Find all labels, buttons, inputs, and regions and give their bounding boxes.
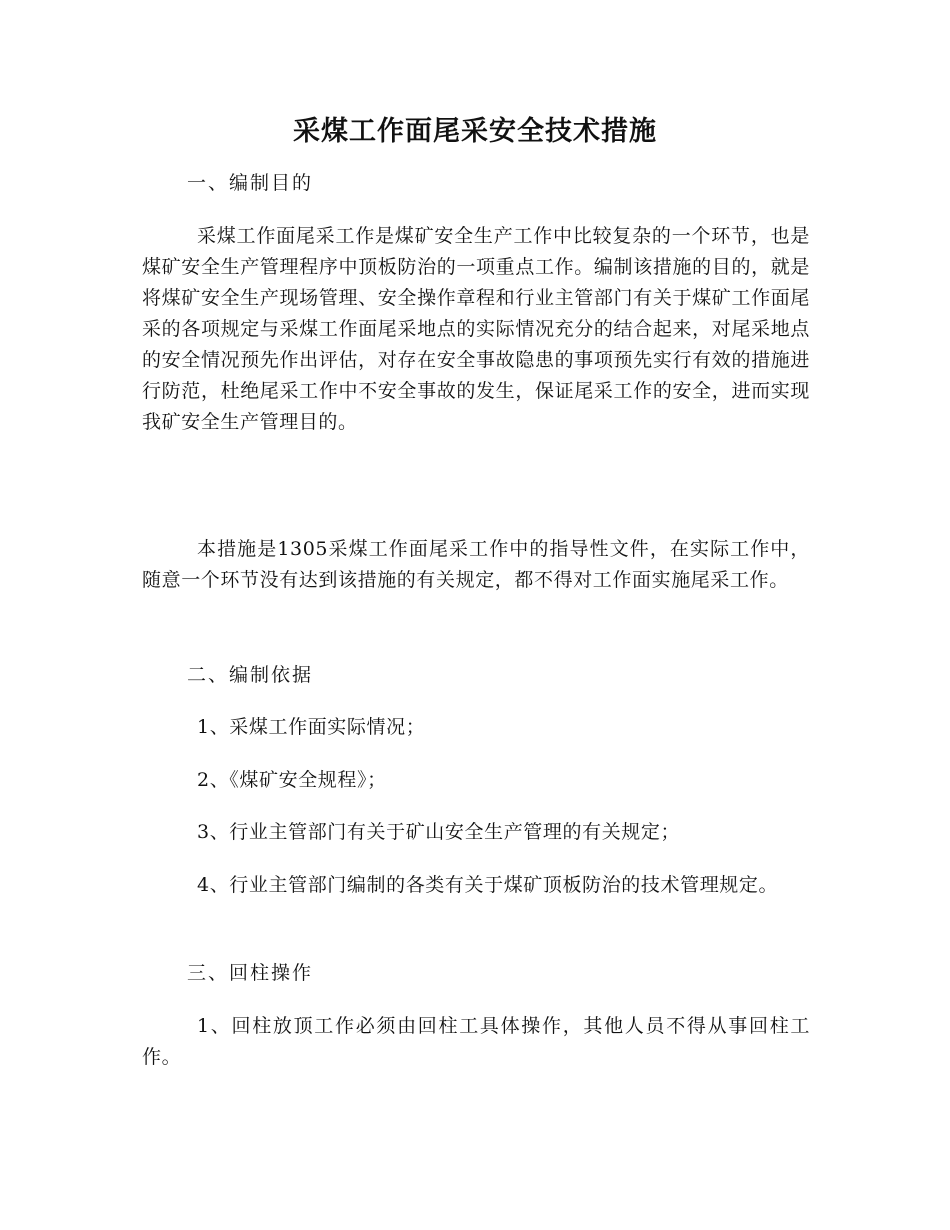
section-heading-prop-removal: 三、回柱操作	[187, 962, 314, 984]
paragraph-scope: 本措施是1305采煤工作面尾采工作中的指导性文件，在实际工作中，随意一个环节没有达到该措施的有关规定，都不得对工作面实施尾采工作。	[142, 538, 810, 591]
list-item-basis-3: 3、行业主管部门有关于矿山安全生产管理的有关规定；	[197, 821, 681, 843]
list-item-basis-1: 1、采煤工作面实际情况；	[197, 716, 426, 738]
list-item-basis-4: 4、行业主管部门编制的各类有关于煤矿顶板防治的技术管理规定。	[197, 874, 779, 896]
list-item-prop-removal-1: 1、回柱放顶工作必须由回柱工具体操作，其他人员不得从事回柱工作。	[142, 1015, 810, 1068]
list-item-basis-2: 2、《煤矿安全规程》；	[197, 769, 387, 791]
paragraph-purpose: 采煤工作面尾采工作是煤矿安全生产工作中比较复杂的一个环节，也是煤矿安全生产管理程序中顶板防治的一项重点工作。编制该措施的目的，就是将煤矿安全生产现场管理、安全操作章程和行业主管部门有关于煤矿工作面尾采的各项规定与采煤工作面尾采地点的实际情况充分的结合起来，对尾采地点的安全情况预先作出评估，对存在安全事故隐患的事项预先实行有效的措施进行防范，杜绝尾采工作中不安全事故的发生，保证尾采工作的安全，进而实现我矿安全生产管理目的。	[142, 225, 810, 433]
section-heading-basis: 二、编制依据	[187, 664, 314, 686]
document-title: 采煤工作面尾采安全技术措施	[293, 116, 657, 147]
section-heading-purpose: 一、编制目的	[187, 172, 314, 194]
